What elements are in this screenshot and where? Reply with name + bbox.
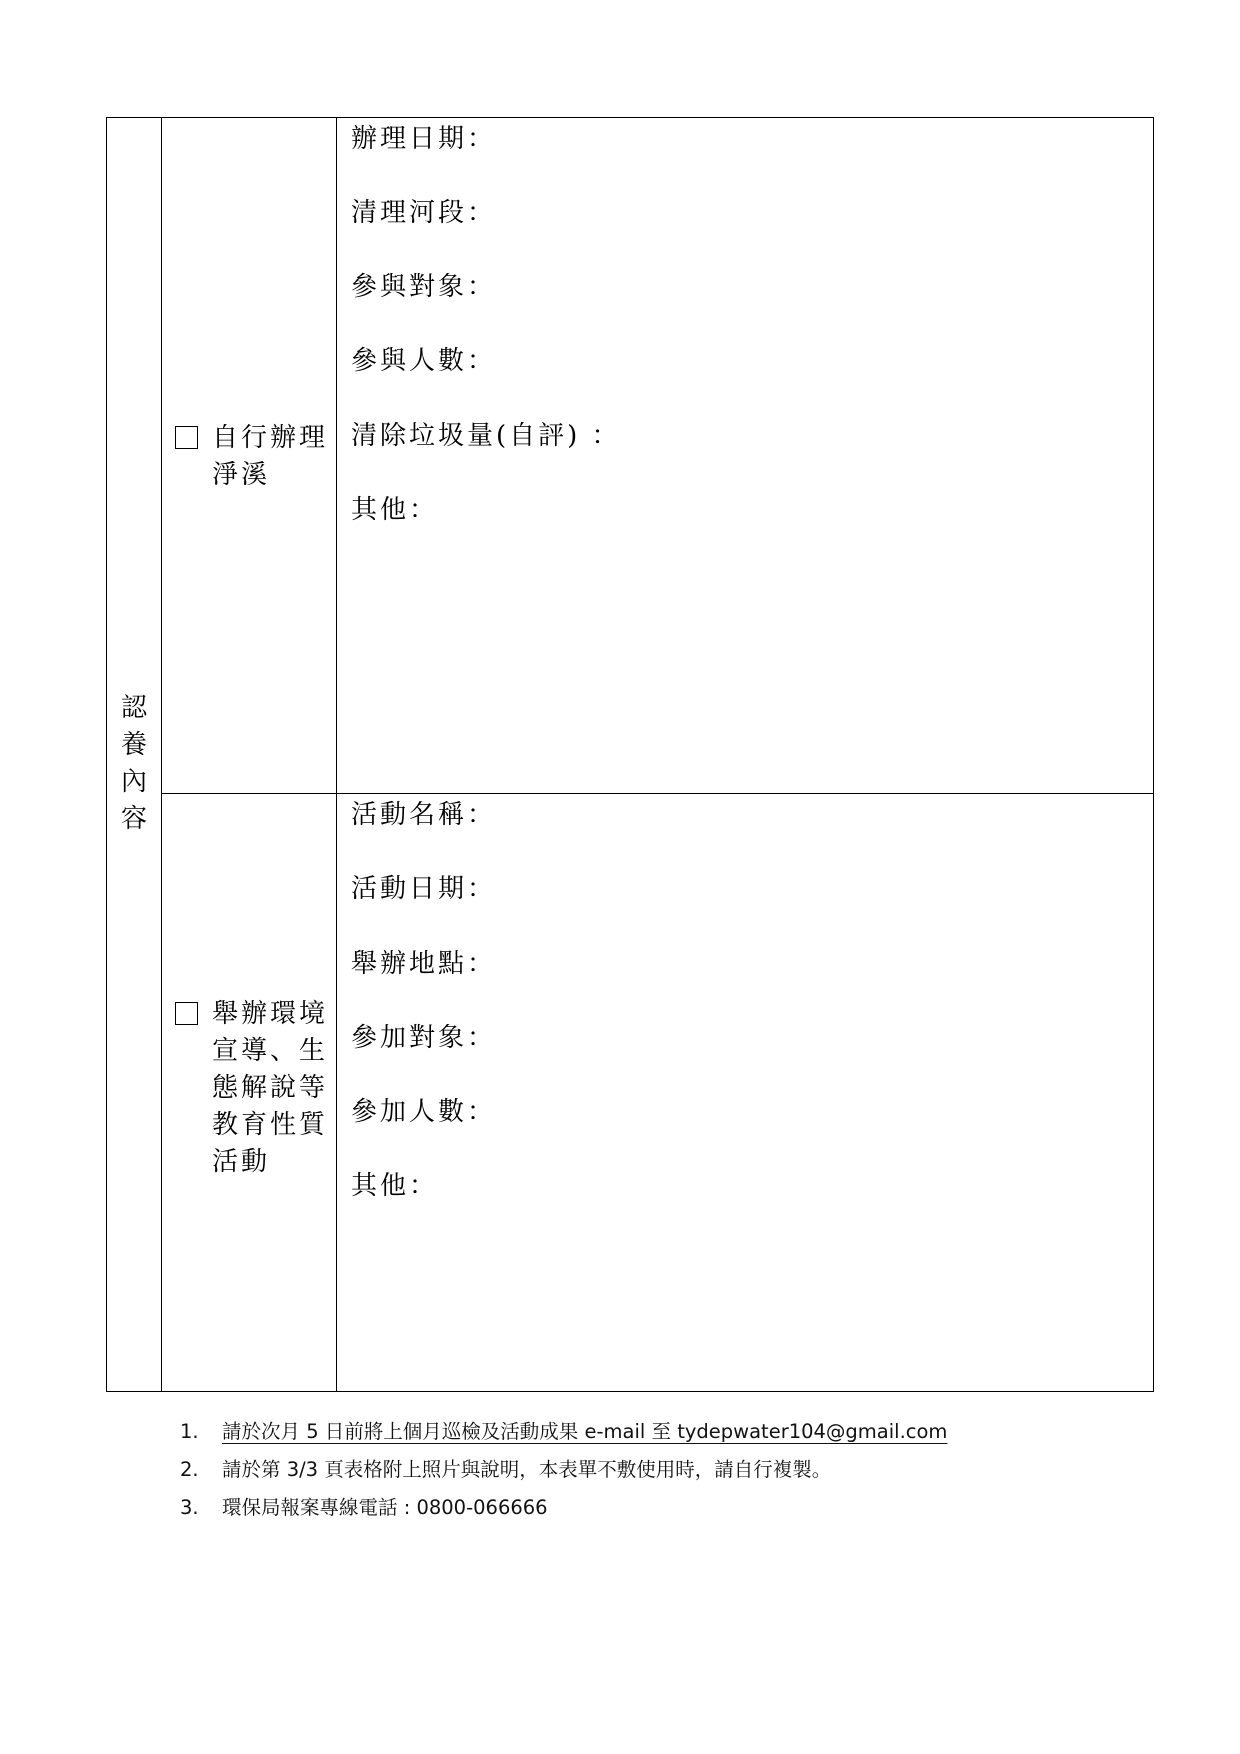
note-item: [180, 1494, 548, 1522]
note-text-hotline: 環保局報案專線電話 : 0800-066666: [222, 1496, 548, 1519]
note-text-photos: 請於第 3/3 頁表格附上照片與說明，本表單不敷使用時，請自行複製。: [222, 1458, 832, 1481]
self-cleanup-option-label: 自行辦理 淨溪: [212, 423, 329, 490]
field-other: 其他：: [351, 495, 439, 525]
side-label-char: 養: [120, 730, 147, 760]
education-activity-checkbox[interactable]: [175, 1002, 198, 1025]
field-attendee-target: 參加對象：: [351, 1023, 497, 1053]
field-activity-location: 舉辦地點：: [351, 949, 497, 979]
table-divider-options: [336, 117, 337, 1392]
note-text-email: 請於次月 5 日前將上個月巡檢及活動成果 e-mail 至 tydepwater104@gmail.com: [222, 1420, 948, 1443]
side-label-char: 內: [120, 767, 147, 797]
education-activity-option-label: 舉辦環境 宣導、生 態解說等 教育性質 活動: [212, 999, 329, 1177]
side-label-char: 認: [120, 693, 147, 723]
adoption-content-label: [106, 690, 162, 838]
field-activity-other: 其他：: [351, 1171, 439, 1201]
self-cleanup-option: [175, 420, 335, 494]
education-activity-option: [175, 996, 335, 1181]
field-activity-name: 活動名稱：: [351, 800, 497, 830]
field-cleanup-section: 清理河段：: [351, 198, 497, 228]
field-attendee-count: 參加人數：: [351, 1097, 497, 1127]
note-number: 3.: [180, 1496, 199, 1519]
field-participant-target: 參與對象：: [351, 272, 497, 302]
field-organize-date: 辦理日期：: [351, 124, 497, 154]
note-number: 2.: [180, 1458, 199, 1481]
field-garbage-amount: 清除垃圾量(自評) ：: [351, 421, 621, 451]
field-participant-count: 參與人數：: [351, 346, 497, 376]
field-activity-date: 活動日期：: [351, 874, 497, 904]
note-item: [180, 1418, 947, 1446]
side-label-char: 容: [120, 804, 147, 834]
adoption-content-table: [106, 117, 1154, 1392]
table-row-divider: [161, 793, 1154, 794]
self-cleanup-checkbox[interactable]: [175, 426, 198, 449]
note-item: [180, 1456, 831, 1484]
note-number: 1.: [180, 1420, 199, 1443]
